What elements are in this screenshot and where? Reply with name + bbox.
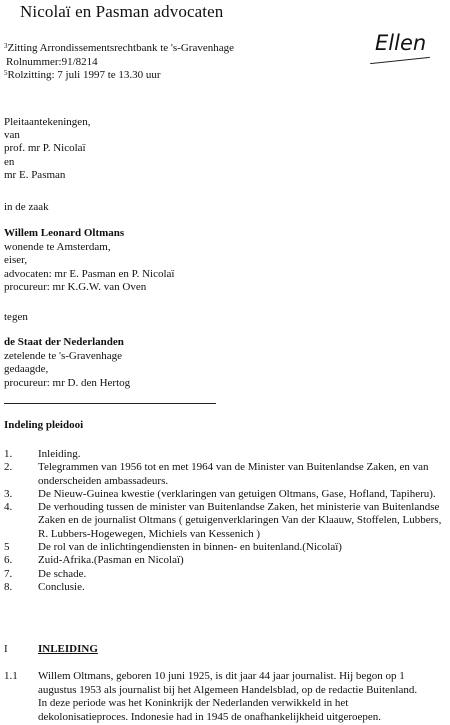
plaintiff-line: procureur: mr K.G.W. van Oven [4, 281, 147, 293]
paragraph-line: augustus 1953 als journalist bij het Algemeen Handelsblad, op de redactie Buitenland. [38, 683, 418, 696]
section-number: I [4, 643, 8, 655]
plaintiff-line: wonende te Amsterdam, [4, 240, 111, 253]
toc-item: 4. De verhouding tussen de minister van Buitenlandse Zaken, het ministerie van Buitenlandse Zaken en de journalist Oltmans ( getuigenverklaringen Van der Klaauw, Stoffelen, Lubbers, R. Lubbers-Hogewegen, Michiels van Kessenich ) [4, 501, 442, 540]
handwritten-signature: Ellen [375, 31, 427, 55]
paragraph-number: 1.1 [4, 670, 18, 682]
in-de-zaak: in de zaak [4, 201, 49, 213]
paragraph-body [38, 670, 417, 724]
header-line-court: $^3$Zitting Arrondissementsrechtbank te 's-Gravenhage [4, 42, 234, 54]
toc-item: 2. Telegrammen van 1956 tot en met 1964 van de Minister van Buitenlandse Zaken, en van onderscheiden ambassadeurs. [4, 461, 429, 487]
title-line: en [4, 155, 15, 168]
section-title: INLEIDING [38, 643, 98, 655]
table-of-contents [4, 448, 448, 594]
plaintiff-block [4, 227, 174, 295]
title-line: prof. mr P. Nicolaï [4, 142, 86, 155]
letterhead: Nicolaï en Pasman advocaten [20, 2, 224, 21]
defendant-line: procureur: mr D. den Hertog [4, 376, 131, 389]
title-line: mr E. Pasman [4, 168, 66, 181]
toc-item: 3. De Nieuw-Guinea kwestie (verklaringen van getuigen Oltmans, Gase, Hofland, Tapiheru). [4, 487, 436, 500]
tegen: tegen [4, 311, 28, 323]
defendant-name: de Staat der Nederlanden [4, 336, 124, 348]
divider-line [4, 403, 216, 404]
indeling-title: Indeling pleidooi [4, 419, 84, 431]
toc-item: 8. Conclusie. [4, 580, 85, 593]
plaintiff-name: Willem Leonard Oltmans [4, 227, 125, 239]
case-header [4, 42, 234, 83]
defendant-block [4, 336, 130, 390]
signature-underline [370, 57, 430, 64]
toc-item: 5 De rol van de inlichtingendiensten in binnen- en buitenland.(Nicolaï) [4, 541, 342, 554]
header-line-rolzitting: $^5$Rolzitting: 7 juli 1997 te 13.30 uur [4, 69, 161, 82]
plaintiff-line: advocaten: mr E. Pasman en P. Nicolaï [4, 267, 175, 280]
paragraph-line: In deze periode was het Koninkrijk der Nederlanden verwikkeld in het [38, 697, 349, 709]
paragraph-line: dekolonisatieproces. Indonesie had in 1945 de onafhankelijkheid uitgeroepen. [38, 710, 382, 723]
toc-item: 1. Inleiding. [4, 448, 81, 460]
toc-item: 6. Zuid-Afrika.(Pasman en Nicolaï) [4, 554, 184, 567]
paragraph-line: Willem Oltmans, geboren 10 juni 1925, is dit jaar 44 jaar journalist. Hij begon op 1 [38, 670, 405, 682]
plaintiff-line: eiser, [4, 254, 28, 266]
title-line: van [4, 129, 20, 142]
title-line: Pleitaantekeningen, [4, 116, 91, 128]
defendant-line: gedaagde, [4, 363, 49, 375]
title-block [4, 116, 90, 182]
header-line-rolnummer: Rolnummer:91/8214 [6, 55, 98, 68]
toc-item: 7. De schade. [4, 567, 87, 580]
defendant-line: zetelende te 's-Gravenhage [4, 349, 123, 362]
